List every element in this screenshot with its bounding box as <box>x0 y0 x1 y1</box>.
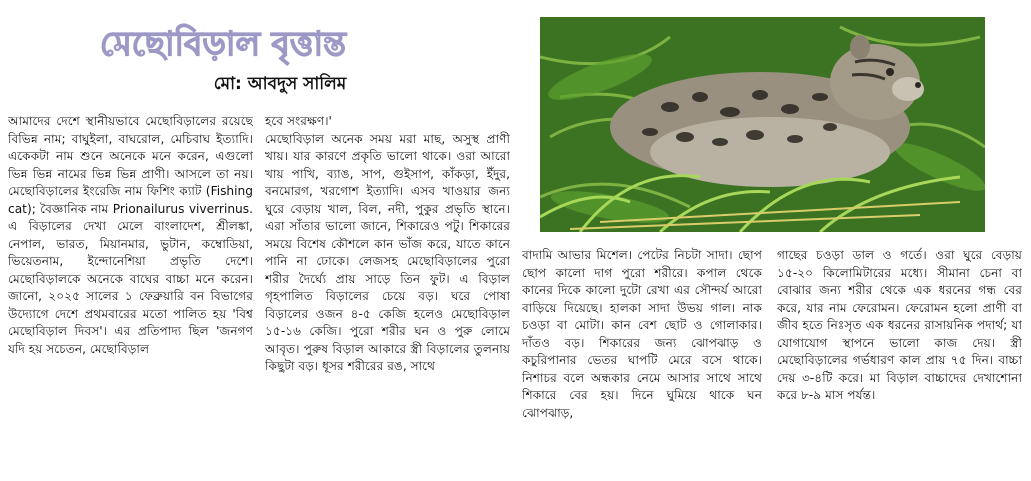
author-byline: মো: আবদুস সালিম <box>213 74 347 94</box>
article-column-3 <box>522 247 762 473</box>
fishing-cat-photo <box>540 17 985 232</box>
column-paragraph: আমাদের দেশে স্থানীয়ভাবে মেছোবিড়ালের রয়েছে বিভিন্ন নাম; বাঘুইলা, বাঘরোল, মেচিবাঘ ইত্যাদি। একেকটা নাম শুনে অনেকে মনে করেন, এগুলো ভিন্ন ভিন্ন নামের ভিন্ন ভিন্ন প্রাণী। আসলে তা নয়। মেছোবিড়ালের ইংরেজি নাম ফিশিং ক্যাট (Fishing cat); বৈজ্ঞানিক নাম Prionailurus viverrinus. এ বিড়ালের দেখা মেলে বাংলাদেশ, শ্রীলঙ্কা, নেপাল, ভারত, মিয়ানমার, ভুটান, কম্বোডিয়া, ভিয়েতনাম, ইন্দোনেশিয়া প্রভৃতি দেশে। মেছোবিড়ালকে অনেকে বাঘের বাচ্চা মনে করেন। জানো, ২০২৫ সালের ১ ফেব্রুয়ারি বন বিভাগের উদ্যোগে দেশে প্রথমবারের মতো পালিত হয় 'বিশ্ব মেছোবিড়াল দিবস'। এর প্রতিপাদ্য ছিল 'জনগণ যদি হয় সচেতন, মেছোবিড়াল <box>8 114 253 356</box>
column-paragraph: মেছোবিড়াল অনেক সময় মরা মাছ, অসুস্থ প্রাণী খায়। যার কারণে প্রকৃতি ভালো থাকে। ওরা আরো খায় পাখি, ব্যাঙ, সাপ, গুইসাপ, কাঁকড়া, ইঁদুর, বনমোরগ, খরগোশ ইত্যাদি। এসব খাওয়ার জন্য ঘুরে বেড়ায় খাল, বিল, নদী, পুকুর প্রভৃতি স্থানে। এরা সাঁতার ভালো জানে, শিকারেও পটু। শিকারের সময়ে বিশেষ কৌশলে কান ভাঁজ করে, যাতে কানে পানি না ঢোকে। লেজসহ মেছোবিড়ালের পুরো শরীর দৈর্ঘ্যে প্রায় সাড়ে তিন ফুট। এ বিড়াল গৃহপালিত বিড়ালের চেয়ে বড়। ঘরে পোষা বিড়ালের ওজন ৪-৫ কেজি হলেও মেছোবিড়াল ১৫-১৬ কেজি। পুরো শরীর ঘন ও পুরু লোমে আবৃত। পুরুষ বিড়াল আকারে স্ত্রী বিড়ালের তুলনায় কিছুটা বড়। ধূসর শরীরের রঙ, সাথে <box>265 131 510 373</box>
article-title: মেছোবিড়াল বৃত্তান্ত <box>100 24 346 63</box>
column-paragraph: বাদামি আভার মিশেল। পেটের নিচটা সাদা। ছোপ ছোপ কালো দাগ পুরো শরীরে। কপাল থেকে কানের দিকে কালো দুটো রেখা এর সৌন্দর্য আরো বাড়িয়ে দিয়েছে। হালকা সাদা উভয় গাল। নাক চওড়া বা মোটা। কান বেশ ছোট ও গোলাকার। দাঁতও বড়। শিকারের জন্য ঝোপঝাড় ও কচুরিপানার ভেতর ঘাপটি মেরে বসে থাকে। নিশাচর বলে অন্ধকার নেমে আসার সাথে সাথে শিকারে বের হয়। দিনে ঘুমিয়ে থাকে ঘন ঝোপঝাড়, <box>522 248 762 420</box>
article-column-2 <box>265 113 510 473</box>
column-paragraph: গাছের চওড়া ডাল ও গর্তে। ওরা ঘুরে বেড়ায় ১৫-২০ কিলোমিটারের মধ্যে। সীমানা চেনা বা বোঝার জন্য শরীর থেকে এক ধরনের গন্ধ বের করে, যার নাম ফেরোমন। ফেরোমন হলো প্রাণী বা জীব হতে নিঃসৃত এক ধরনের রাসায়নিক পদার্থ; যা যোগাযোগ স্থাপনে ভালো কাজ দেয়। স্ত্রী মেছোবিড়ালের গর্ভধারণ কাল প্রায় ৭৫ দিন। বাচ্চা দেয় ৩-৪টি করে। মা বিড়াল বাচ্চাদের দেখাশোনা করে ৮-৯ মাস পর্যন্ত। <box>777 248 1022 402</box>
article-column-1 <box>8 113 253 473</box>
column-paragraph: হবে সংরক্ষণ।' <box>265 114 332 128</box>
article-column-4 <box>777 247 1022 473</box>
